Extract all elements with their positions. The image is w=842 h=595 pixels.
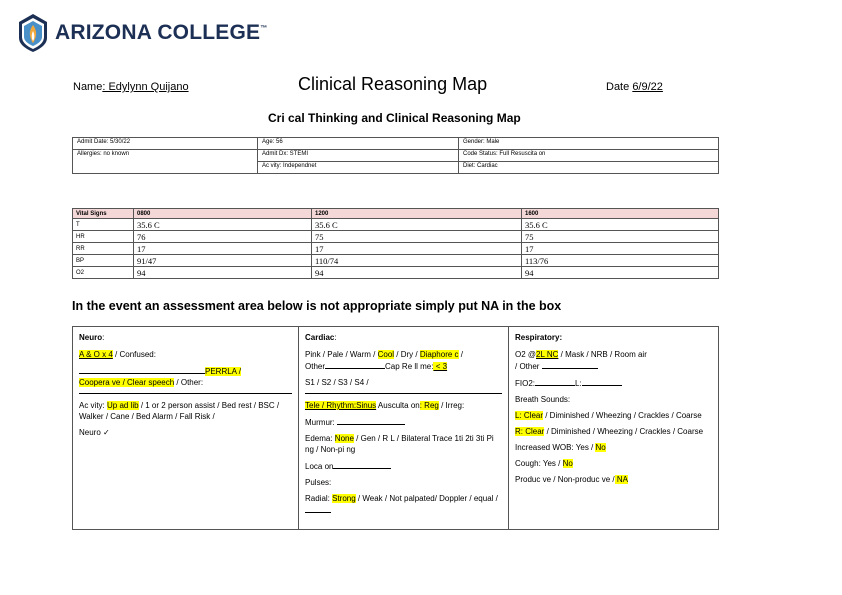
- aox-value: A & O x 4: [79, 350, 113, 359]
- right-lung-line: R: Clear / Diminished / Wheezing / Crackles / Coarse: [515, 427, 704, 436]
- shield-logo-icon: [17, 13, 49, 53]
- column-header: Vital Signs: [73, 209, 134, 219]
- age: Age: 56: [258, 138, 459, 150]
- allergies: Allergies: no known: [73, 150, 258, 174]
- gender: Gender: Male: [459, 138, 719, 150]
- cell: 91/47: [134, 255, 312, 267]
- cell: 17: [522, 243, 719, 255]
- breath-sounds-label: Breath Sounds:: [515, 395, 571, 404]
- date-value: 6/9/22: [632, 81, 663, 93]
- column-header: 1200: [312, 209, 522, 219]
- activity: Ac vity: Independnet: [258, 162, 459, 174]
- cardiac-section: [299, 327, 509, 530]
- neuro-check: Neuro ✓: [79, 428, 110, 437]
- student-name: Name: Edylynn Quijano: [73, 81, 189, 93]
- radial-line: Radial: Strong / Weak / Not palpated/ Doppler / equal /: [305, 493, 502, 516]
- o2-line: O2 @2L NC / Mask / NRB / Room air: [515, 350, 647, 359]
- reg-value: : Reg: [419, 401, 439, 410]
- name-value: : Edylynn Quijano: [102, 81, 189, 93]
- row-label: BP: [73, 255, 134, 267]
- cough-value: No: [562, 459, 573, 468]
- rhythm-line: Tele / Rhythm:Sinus Ausculta on: Reg / Irreg:: [305, 401, 465, 410]
- code-status: Code Status: Full Resuscita on: [459, 150, 719, 162]
- cell: 94: [134, 267, 312, 279]
- diaphoretic-value: Diaphore c: [419, 350, 459, 359]
- diet: Diet: Cardiac: [459, 162, 719, 174]
- date: Date 6/9/22: [606, 81, 663, 93]
- column-header: 1600: [522, 209, 719, 219]
- logo-text: ARIZONA COLLEGE™: [55, 21, 268, 44]
- cell: 94: [312, 267, 522, 279]
- page-title: Clinical Reasoning Map: [298, 74, 488, 94]
- divider: [305, 393, 502, 394]
- wob-value: No: [595, 443, 606, 452]
- cell: 75: [522, 231, 719, 243]
- assessment-table: [72, 326, 719, 530]
- cell: 94: [522, 267, 719, 279]
- row-label: HR: [73, 231, 134, 243]
- admit-date: Admit Date: 5/30/22: [73, 138, 258, 150]
- cell: 17: [312, 243, 522, 255]
- cell: 113/76: [522, 255, 719, 267]
- table-header-row: [73, 209, 719, 219]
- cough-line: Cough: Yes / No: [515, 459, 573, 468]
- row-label: O2: [73, 267, 134, 279]
- cell: 76: [134, 231, 312, 243]
- cell: 75: [312, 231, 522, 243]
- cap-refill-value: < 3: [433, 362, 448, 371]
- column-header: 0800: [134, 209, 312, 219]
- cardiac-heading: Cardiac:: [305, 333, 337, 342]
- table-row: [73, 219, 719, 231]
- row-label: T: [73, 219, 134, 231]
- fio2-line: FIO2: L:: [515, 377, 712, 389]
- productive-value: NA: [614, 475, 628, 484]
- perrla-value: PERRLA /: [205, 367, 242, 376]
- left-lung-value: L: Clear: [515, 411, 544, 420]
- edema-value: None: [334, 434, 354, 443]
- table-row: [73, 255, 719, 267]
- row-label: RR: [73, 243, 134, 255]
- wob-line: Increased WOB: Yes / No: [515, 443, 606, 452]
- cool-value: Cool: [377, 350, 395, 359]
- perrla-line: [79, 365, 292, 377]
- vital-signs-table: [72, 208, 719, 279]
- skin-line: Pink / Pale / Warm / Cool / Dry / Diaphore c /: [305, 350, 463, 359]
- neuro-heading: Neuro:: [79, 333, 105, 342]
- radial-value: Strong: [332, 494, 356, 503]
- speech-line: Coopera ve / Clear speech / Other:: [79, 378, 204, 387]
- subtitle: Cri cal Thinking and Clinical Reasoning Map: [268, 111, 521, 125]
- heart-sounds: S1 / S2 / S3 / S4 /: [305, 378, 369, 387]
- respiratory-heading: Respiratory:: [515, 333, 563, 342]
- o2-value: 2L NC: [536, 350, 559, 359]
- logo: [17, 13, 267, 53]
- location-line: Loca on: [305, 460, 502, 472]
- murmur-line: Murmur:: [305, 416, 502, 428]
- pulses-label: Pulses:: [305, 478, 332, 487]
- table-row: [73, 231, 719, 243]
- tele-value: Tele / Rhythm:Sinus: [305, 401, 377, 410]
- other-line: / Other: [515, 360, 712, 372]
- left-lung-line: L: Clear / Diminished / Wheezing / Crackles / Coarse: [515, 411, 702, 420]
- cell: 35.6 C: [134, 219, 312, 231]
- cell: 110/74: [312, 255, 522, 267]
- cell: 17: [134, 243, 312, 255]
- instruction-note: In the event an assessment area below is not appropriate simply put NA in the box: [72, 299, 562, 313]
- neuro-section: [73, 327, 299, 530]
- table-row: [73, 243, 719, 255]
- respiratory-section: [509, 327, 719, 530]
- cooperative-value: Coopera ve / Clear speech: [79, 378, 175, 387]
- orientation-line: A & O x 4 / Confused:: [79, 350, 156, 359]
- activity-value: Up ad lib: [107, 401, 139, 410]
- cell: 35.6 C: [312, 219, 522, 231]
- productive-line: Produc ve / Non-produc ve / NA: [515, 475, 628, 484]
- right-lung-value: R: Clear: [515, 427, 545, 436]
- cap-refill-line: Other Cap Re ll me: < 3: [305, 362, 448, 371]
- table-row: [73, 267, 719, 279]
- patient-info-table: [72, 137, 719, 174]
- admit-dx: Admit Dx: STEMI: [258, 150, 459, 162]
- activity-line: Ac vity: Up ad lib / 1 or 2 person assist / Bed rest / BSC / Walker / Cane / Bed Alarm / Fall Risk /: [79, 401, 280, 421]
- cell: 35.6 C: [522, 219, 719, 231]
- edema-line: Edema: None / Gen / R L / Bilateral Trace 1ti 2ti 3ti Pi ng / Non-pi ng: [305, 434, 494, 454]
- divider: [79, 393, 292, 394]
